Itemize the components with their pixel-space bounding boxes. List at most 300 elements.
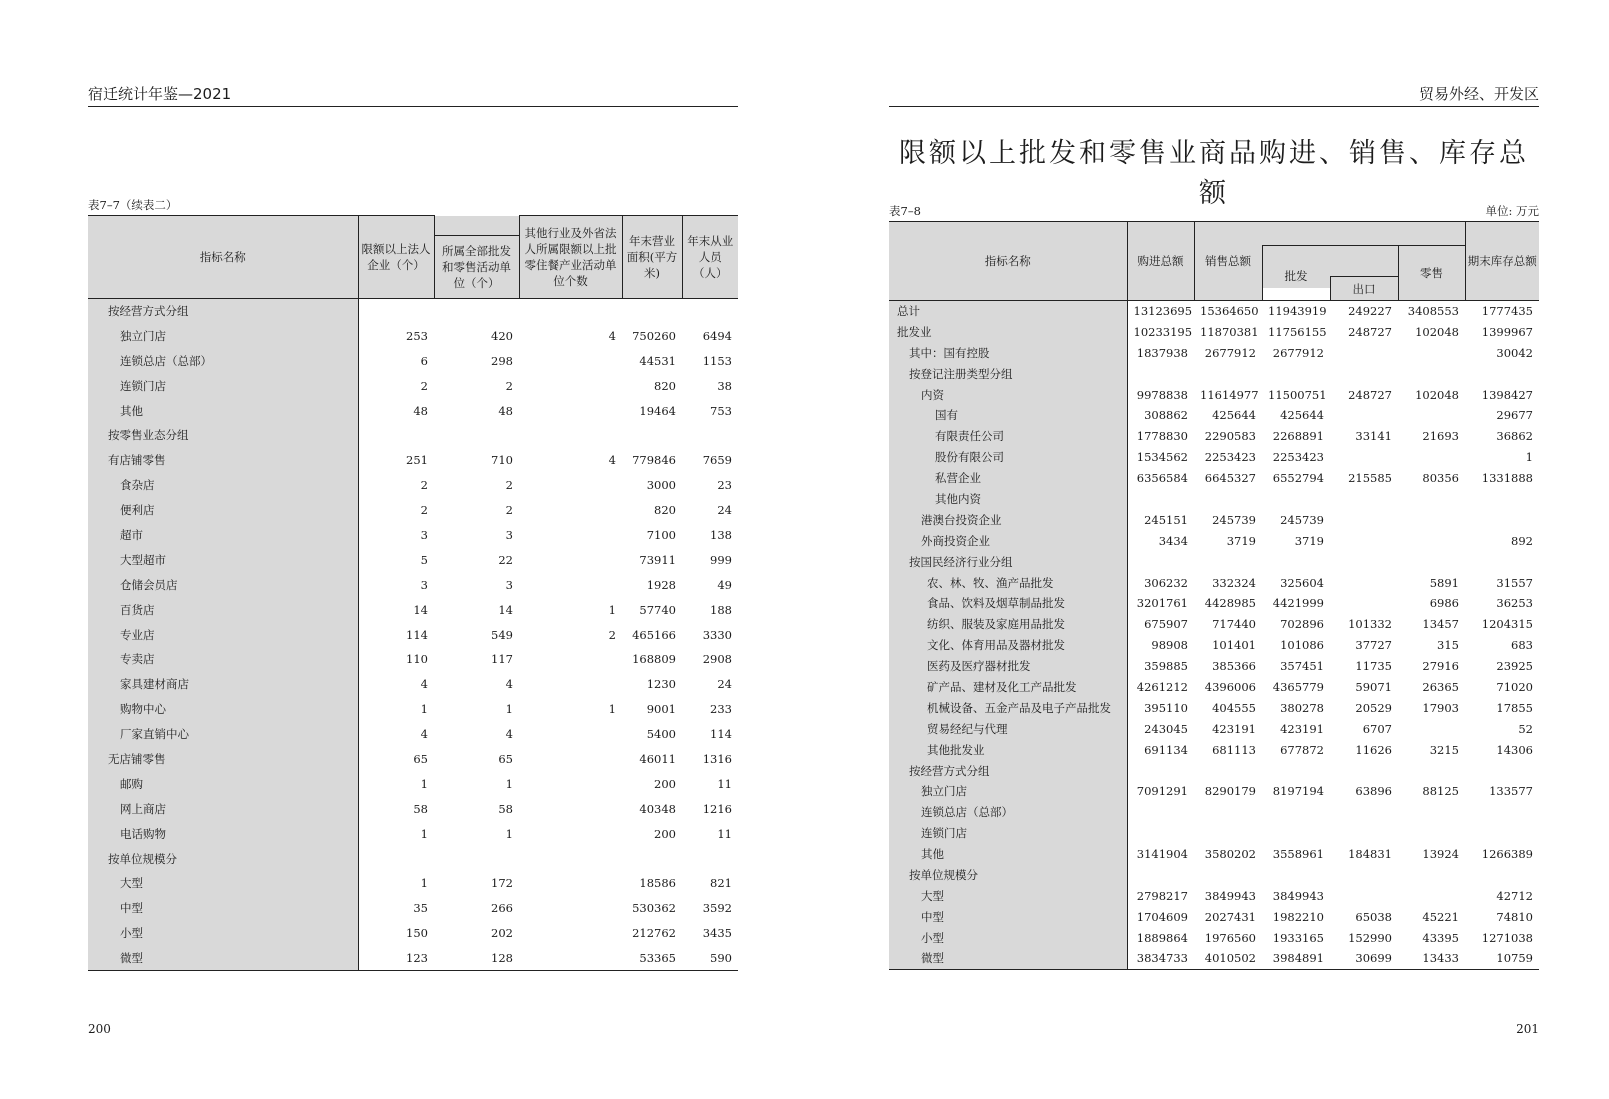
cell-value: 675907 xyxy=(1144,617,1188,632)
cell-value xyxy=(519,747,622,772)
cell-value: 4 xyxy=(505,677,513,692)
table-row xyxy=(889,572,1539,593)
cell-value: 1 xyxy=(505,702,513,717)
cell-value: 266 xyxy=(491,901,513,916)
cell-value xyxy=(519,547,622,572)
row-label: 邮购 xyxy=(88,771,358,796)
cell-value: 215585 xyxy=(1348,471,1392,486)
cell-value xyxy=(1194,823,1262,844)
cell-value xyxy=(1330,551,1398,572)
row-label: 其他批发业 xyxy=(889,739,1127,760)
cell-value: 3201761 xyxy=(1136,596,1188,611)
row-label: 家具建材商店 xyxy=(88,672,358,697)
cell-value: 168809 xyxy=(632,652,676,667)
table-row xyxy=(88,299,738,324)
cell-value xyxy=(1262,489,1330,510)
table-row xyxy=(88,821,738,846)
cell-value: 35 xyxy=(413,901,428,916)
table-row xyxy=(889,781,1539,802)
cell-value: 4 xyxy=(608,328,616,343)
cell-value xyxy=(1465,823,1539,844)
cell-value: 1 xyxy=(505,826,513,841)
cell-value: 248727 xyxy=(1348,387,1392,402)
cell-value: 3834733 xyxy=(1127,948,1194,969)
table-row xyxy=(88,448,738,473)
cell-value: 425644 xyxy=(1280,408,1324,423)
row-label: 农、林、牧、渔产品批发 xyxy=(889,572,1127,593)
cell-value: 13433 xyxy=(1398,948,1465,969)
row-label: 批发业 xyxy=(889,321,1127,342)
cell-value: 3435 xyxy=(702,926,732,941)
cell-value: 36862 xyxy=(1496,429,1533,444)
row-label: 其他 xyxy=(889,844,1127,865)
cell-value: 590 xyxy=(682,946,738,971)
cell-value: 150 xyxy=(406,926,428,941)
cell-value: 1153 xyxy=(702,353,732,368)
header-stock: 期末库存总额 xyxy=(1465,222,1539,301)
cell-value xyxy=(1465,865,1539,886)
cell-value: 98908 xyxy=(1151,638,1188,653)
cell-value xyxy=(434,299,519,324)
cell-value xyxy=(1194,760,1262,781)
cell-value: 357451 xyxy=(1280,659,1324,674)
cell-value: 57740 xyxy=(639,602,676,617)
cell-value: 11614977 xyxy=(1200,387,1259,402)
cell-value: 33141 xyxy=(1355,429,1392,444)
cell-value xyxy=(519,722,622,747)
cell-value: 202 xyxy=(491,926,513,941)
cell-value xyxy=(1127,802,1194,823)
cell-value: 2677912 xyxy=(1272,345,1324,360)
cell-value: 6645327 xyxy=(1204,471,1256,486)
cell-value: 1982210 xyxy=(1272,909,1324,924)
cell-value: 30042 xyxy=(1496,345,1533,360)
cell-value: 425644 xyxy=(1212,408,1256,423)
table-row xyxy=(88,771,738,796)
table-row xyxy=(889,635,1539,656)
cell-value: 48 xyxy=(498,403,513,418)
cell-value: 677872 xyxy=(1280,742,1324,757)
cell-value xyxy=(1194,802,1262,823)
header-legal-units: 限额以上法人企业（个） xyxy=(358,216,434,299)
cell-value: 1837938 xyxy=(1136,345,1188,360)
cell-value: 233 xyxy=(710,702,732,717)
cell-value: 750260 xyxy=(632,328,676,343)
cell-value: 23925 xyxy=(1496,659,1533,674)
row-label: 纺织、服装及家庭用品批发 xyxy=(889,614,1127,635)
cell-value: 892 xyxy=(1511,533,1533,548)
table-row xyxy=(889,363,1539,384)
row-label: 购物中心 xyxy=(88,697,358,722)
table-row xyxy=(889,468,1539,489)
cell-value xyxy=(519,373,622,398)
cell-value xyxy=(1398,551,1465,572)
cell-value: 101401 xyxy=(1212,638,1256,653)
page-number: 201 xyxy=(1516,1022,1539,1036)
data-table xyxy=(889,221,1539,970)
cell-value: 298 xyxy=(491,353,513,368)
cell-value xyxy=(519,423,622,448)
table-row xyxy=(889,885,1539,906)
cell-value: 2027431 xyxy=(1204,909,1256,924)
cell-value: 10759 xyxy=(1465,948,1539,969)
cell-value xyxy=(519,896,622,921)
row-label: 连锁总店（总部） xyxy=(88,348,358,373)
cell-value: 2908 xyxy=(702,652,732,667)
cell-value xyxy=(519,871,622,896)
row-label: 按单位规模分 xyxy=(889,865,1127,886)
cell-value: 63896 xyxy=(1355,784,1392,799)
cell-value xyxy=(519,771,622,796)
cell-value: 3580202 xyxy=(1204,847,1256,862)
table-row xyxy=(88,423,738,448)
header-blank xyxy=(1262,222,1465,246)
cell-value: 128 xyxy=(434,946,519,971)
cell-value: 46011 xyxy=(639,751,676,766)
cell-value: 4261212 xyxy=(1136,679,1188,694)
cell-value: 245739 xyxy=(1212,512,1256,527)
row-label: 中型 xyxy=(889,906,1127,927)
cell-value: 420 xyxy=(491,328,513,343)
cell-value xyxy=(1330,823,1398,844)
cell-value xyxy=(1330,447,1398,468)
cell-value: 5400 xyxy=(646,727,676,742)
cell-value: 36253 xyxy=(1496,596,1533,611)
cell-value: 114 xyxy=(710,727,732,742)
cell-value: 11500751 xyxy=(1268,387,1327,402)
cell-value: 3141904 xyxy=(1136,847,1188,862)
cell-value: 3849943 xyxy=(1272,888,1324,903)
table-row xyxy=(889,865,1539,886)
cell-value: 3 xyxy=(420,577,428,592)
row-label: 贸易经纪与代理 xyxy=(889,718,1127,739)
row-label: 港澳台投资企业 xyxy=(889,509,1127,530)
right-page xyxy=(889,0,1539,1099)
cell-value: 45221 xyxy=(1422,909,1459,924)
row-label: 按国民经济行业分组 xyxy=(889,551,1127,572)
cell-value: 3434 xyxy=(1158,533,1188,548)
cell-value: 13457 xyxy=(1422,617,1459,632)
table-row xyxy=(889,677,1539,698)
cell-value: 1399967 xyxy=(1481,324,1533,339)
cell-value: 4365779 xyxy=(1272,679,1324,694)
cell-value: 5891 xyxy=(1429,575,1459,590)
cell-value xyxy=(1398,447,1465,468)
table-row xyxy=(889,927,1539,948)
cell-value xyxy=(1465,363,1539,384)
row-label: 独立门店 xyxy=(88,323,358,348)
row-label: 连锁总店（总部） xyxy=(889,802,1127,823)
unit-label: 单位: 万元 xyxy=(1485,204,1539,218)
cell-value xyxy=(519,398,622,423)
row-label: 股份有限公司 xyxy=(889,447,1127,468)
cell-value xyxy=(1330,802,1398,823)
row-label: 国有 xyxy=(889,405,1127,426)
cell-value xyxy=(1194,865,1262,886)
header-other-units: 其他行业及外省法人所属限额以上批零住餐产业活动单位个数 xyxy=(519,216,622,299)
table-row xyxy=(88,348,738,373)
cell-value: 1889864 xyxy=(1136,930,1188,945)
section-title: 贸易外经、开发区 xyxy=(1418,85,1539,103)
cell-value: 1230 xyxy=(646,677,676,692)
table-row xyxy=(889,530,1539,551)
table-row xyxy=(88,572,738,597)
row-label: 连锁门店 xyxy=(88,373,358,398)
cell-value: 200 xyxy=(654,776,676,791)
cell-value: 249227 xyxy=(1348,304,1392,319)
cell-value: 37727 xyxy=(1355,638,1392,653)
cell-value: 31557 xyxy=(1496,575,1533,590)
cell-value: 43395 xyxy=(1422,930,1459,945)
row-label: 小型 xyxy=(889,927,1127,948)
cell-value xyxy=(1398,363,1465,384)
cell-value: 306232 xyxy=(1144,575,1188,590)
cell-value: 58 xyxy=(498,801,513,816)
table-row xyxy=(889,906,1539,927)
cell-value: 4 xyxy=(505,727,513,742)
table-row xyxy=(88,323,738,348)
data-table xyxy=(88,215,738,971)
cell-value xyxy=(1262,802,1330,823)
cell-value: 29677 xyxy=(1496,408,1533,423)
cell-value: 2 xyxy=(608,627,616,642)
cell-value: 17903 xyxy=(1422,700,1459,715)
cell-value: 245151 xyxy=(1144,512,1188,527)
cell-value: 251 xyxy=(406,453,428,468)
table-row xyxy=(889,426,1539,447)
header-sales: 销售总额 xyxy=(1194,222,1262,301)
table-row xyxy=(88,697,738,722)
table-row xyxy=(88,722,738,747)
cell-value: 3719 xyxy=(1226,533,1256,548)
cell-value xyxy=(519,523,622,548)
row-label: 有限责任公司 xyxy=(889,426,1127,447)
cell-value xyxy=(434,423,519,448)
table-row xyxy=(88,597,738,622)
cell-value: 1216 xyxy=(702,801,732,816)
cell-value xyxy=(1330,530,1398,551)
cell-value: 549 xyxy=(491,627,513,642)
cell-value: 11756155 xyxy=(1268,324,1327,339)
table-row xyxy=(88,747,738,772)
cell-value: 11 xyxy=(717,826,732,841)
row-label: 文化、体育用品及器材批发 xyxy=(889,635,1127,656)
cell-value: 40348 xyxy=(639,801,676,816)
header-wholesale: 批发 xyxy=(1262,265,1330,289)
cell-value: 4 xyxy=(420,727,428,742)
row-label: 专业店 xyxy=(88,622,358,647)
cell-value: 15364650 xyxy=(1200,304,1259,319)
row-label: 百货店 xyxy=(88,597,358,622)
cell-value: 691134 xyxy=(1144,742,1188,757)
table-row xyxy=(889,509,1539,530)
row-label: 厂家直销中心 xyxy=(88,722,358,747)
table-row xyxy=(889,823,1539,844)
cell-value xyxy=(1330,405,1398,426)
cell-value: 7100 xyxy=(646,527,676,542)
cell-value: 11 xyxy=(717,776,732,791)
cell-value: 58 xyxy=(413,801,428,816)
cell-value: 11943919 xyxy=(1268,304,1327,319)
row-label: 按登记注册类型分组 xyxy=(889,363,1127,384)
cell-value: 8197194 xyxy=(1272,784,1324,799)
book-title: 宿迁统计年鉴—2021 xyxy=(88,85,232,103)
table-row xyxy=(889,384,1539,405)
row-label: 食杂店 xyxy=(88,473,358,498)
cell-value xyxy=(1398,718,1465,739)
header-retail: 零售 xyxy=(1398,246,1465,301)
cell-value: 1 xyxy=(420,776,428,791)
row-label: 超市 xyxy=(88,523,358,548)
cell-value: 3558961 xyxy=(1272,847,1324,862)
cell-value: 702896 xyxy=(1280,617,1324,632)
cell-value xyxy=(622,423,682,448)
header-indicator-name: 指标名称 xyxy=(88,216,358,299)
cell-value: 53365 xyxy=(622,946,682,971)
row-label: 仓储会员店 xyxy=(88,572,358,597)
cell-value: 138 xyxy=(710,527,732,542)
cell-value: 1928 xyxy=(646,577,676,592)
cell-value xyxy=(519,921,622,946)
cell-value: 6 xyxy=(420,353,428,368)
cell-value xyxy=(1127,551,1194,572)
cell-value: 200 xyxy=(654,826,676,841)
cell-value: 101332 xyxy=(1348,617,1392,632)
cell-value xyxy=(1127,363,1194,384)
cell-value: 13924 xyxy=(1422,847,1459,862)
cell-value: 2253423 xyxy=(1204,450,1256,465)
cell-value: 1 xyxy=(420,702,428,717)
cell-value: 2 xyxy=(505,478,513,493)
cell-value: 820 xyxy=(654,503,676,518)
cell-value xyxy=(1127,489,1194,510)
cell-value: 102048 xyxy=(1415,387,1459,402)
cell-value: 2253423 xyxy=(1272,450,1324,465)
row-label: 机械设备、五金产品及电子产品批发 xyxy=(889,697,1127,718)
cell-value xyxy=(519,473,622,498)
cell-value: 423191 xyxy=(1212,721,1256,736)
cell-value: 102048 xyxy=(1415,324,1459,339)
table-row xyxy=(889,656,1539,677)
cell-value: 17855 xyxy=(1496,700,1533,715)
cell-value: 59071 xyxy=(1355,679,1392,694)
table-row xyxy=(889,739,1539,760)
cell-value: 4428985 xyxy=(1204,596,1256,611)
cell-value xyxy=(1398,760,1465,781)
cell-value xyxy=(519,946,622,971)
row-label: 按经营方式分组 xyxy=(88,299,358,324)
row-label: 内资 xyxy=(889,384,1127,405)
cell-value xyxy=(1330,489,1398,510)
cell-value: 1 xyxy=(420,826,428,841)
cell-value: 49 xyxy=(717,577,732,592)
cell-value xyxy=(1127,865,1194,886)
cell-value: 11735 xyxy=(1355,659,1392,674)
cell-value xyxy=(682,299,738,324)
cell-value: 404555 xyxy=(1212,700,1256,715)
cell-value xyxy=(1330,885,1398,906)
table-row xyxy=(889,551,1539,572)
cell-value: 14 xyxy=(498,602,513,617)
running-header xyxy=(889,84,1539,107)
cell-value xyxy=(1398,530,1465,551)
table-row xyxy=(889,697,1539,718)
header-export: 出口 xyxy=(1330,277,1398,301)
cell-value: 14 xyxy=(413,602,428,617)
cell-value: 779846 xyxy=(632,453,676,468)
cell-value: 11870381 xyxy=(1200,324,1259,339)
cell-value: 7091291 xyxy=(1136,784,1188,799)
cell-value xyxy=(1398,802,1465,823)
cell-value: 9978838 xyxy=(1136,387,1188,402)
table-row xyxy=(889,321,1539,342)
cell-value xyxy=(1330,363,1398,384)
cell-value: 1 xyxy=(608,602,616,617)
cell-value xyxy=(622,299,682,324)
cell-value: 73911 xyxy=(639,552,676,567)
cell-value: 6707 xyxy=(1362,721,1392,736)
cell-value: 530362 xyxy=(632,901,676,916)
cell-value: 3592 xyxy=(702,901,732,916)
cell-value: 1704609 xyxy=(1136,909,1188,924)
cell-value xyxy=(519,299,622,324)
cell-value xyxy=(1330,342,1398,363)
cell-value: 717440 xyxy=(1212,617,1256,632)
cell-value: 380278 xyxy=(1280,700,1324,715)
cell-value: 184831 xyxy=(1348,847,1392,862)
cell-value: 2268891 xyxy=(1272,429,1324,444)
header-activity-units: 所属全部批发和零售活动单位（个） xyxy=(434,236,519,299)
row-label: 微型 xyxy=(88,946,358,971)
cell-value: 20529 xyxy=(1355,700,1392,715)
table-row xyxy=(88,373,738,398)
cell-value xyxy=(1262,760,1330,781)
header-indicator-name: 指标名称 xyxy=(889,222,1127,301)
row-label: 网上商店 xyxy=(88,796,358,821)
cell-value xyxy=(1330,593,1398,614)
row-label: 有店铺零售 xyxy=(88,448,358,473)
cell-value: 2677912 xyxy=(1204,345,1256,360)
cell-value: 10233195 xyxy=(1133,324,1193,339)
cell-value: 710 xyxy=(491,453,513,468)
cell-value: 359885 xyxy=(1144,659,1188,674)
row-label: 大型 xyxy=(889,885,1127,906)
cell-value: 71020 xyxy=(1496,679,1533,694)
cell-value: 52 xyxy=(1518,721,1533,736)
cell-value: 9001 xyxy=(646,702,676,717)
cell-value: 1976560 xyxy=(1204,930,1256,945)
cell-value: 821 xyxy=(710,876,732,891)
row-label: 微型 xyxy=(889,948,1127,969)
cell-value: 26365 xyxy=(1422,679,1459,694)
cell-value: 683 xyxy=(1511,638,1533,653)
cell-value: 1271038 xyxy=(1481,930,1533,945)
page-number: 200 xyxy=(88,1022,111,1036)
cell-value: 308862 xyxy=(1144,408,1188,423)
cell-value: 88125 xyxy=(1422,784,1459,799)
cell-value xyxy=(1127,760,1194,781)
cell-value xyxy=(1330,509,1398,530)
page-title: 限额以上批发和零售业商品购进、销售、库存总额 xyxy=(899,138,1529,209)
cell-value: 315 xyxy=(1437,638,1459,653)
cell-value: 465166 xyxy=(632,627,676,642)
cell-value: 24 xyxy=(717,503,732,518)
table-row xyxy=(88,398,738,423)
cell-value: 4421999 xyxy=(1272,596,1324,611)
cell-value: 2290583 xyxy=(1204,429,1256,444)
header-employees: 年末从业人员（人） xyxy=(682,216,738,299)
cell-value xyxy=(1398,405,1465,426)
